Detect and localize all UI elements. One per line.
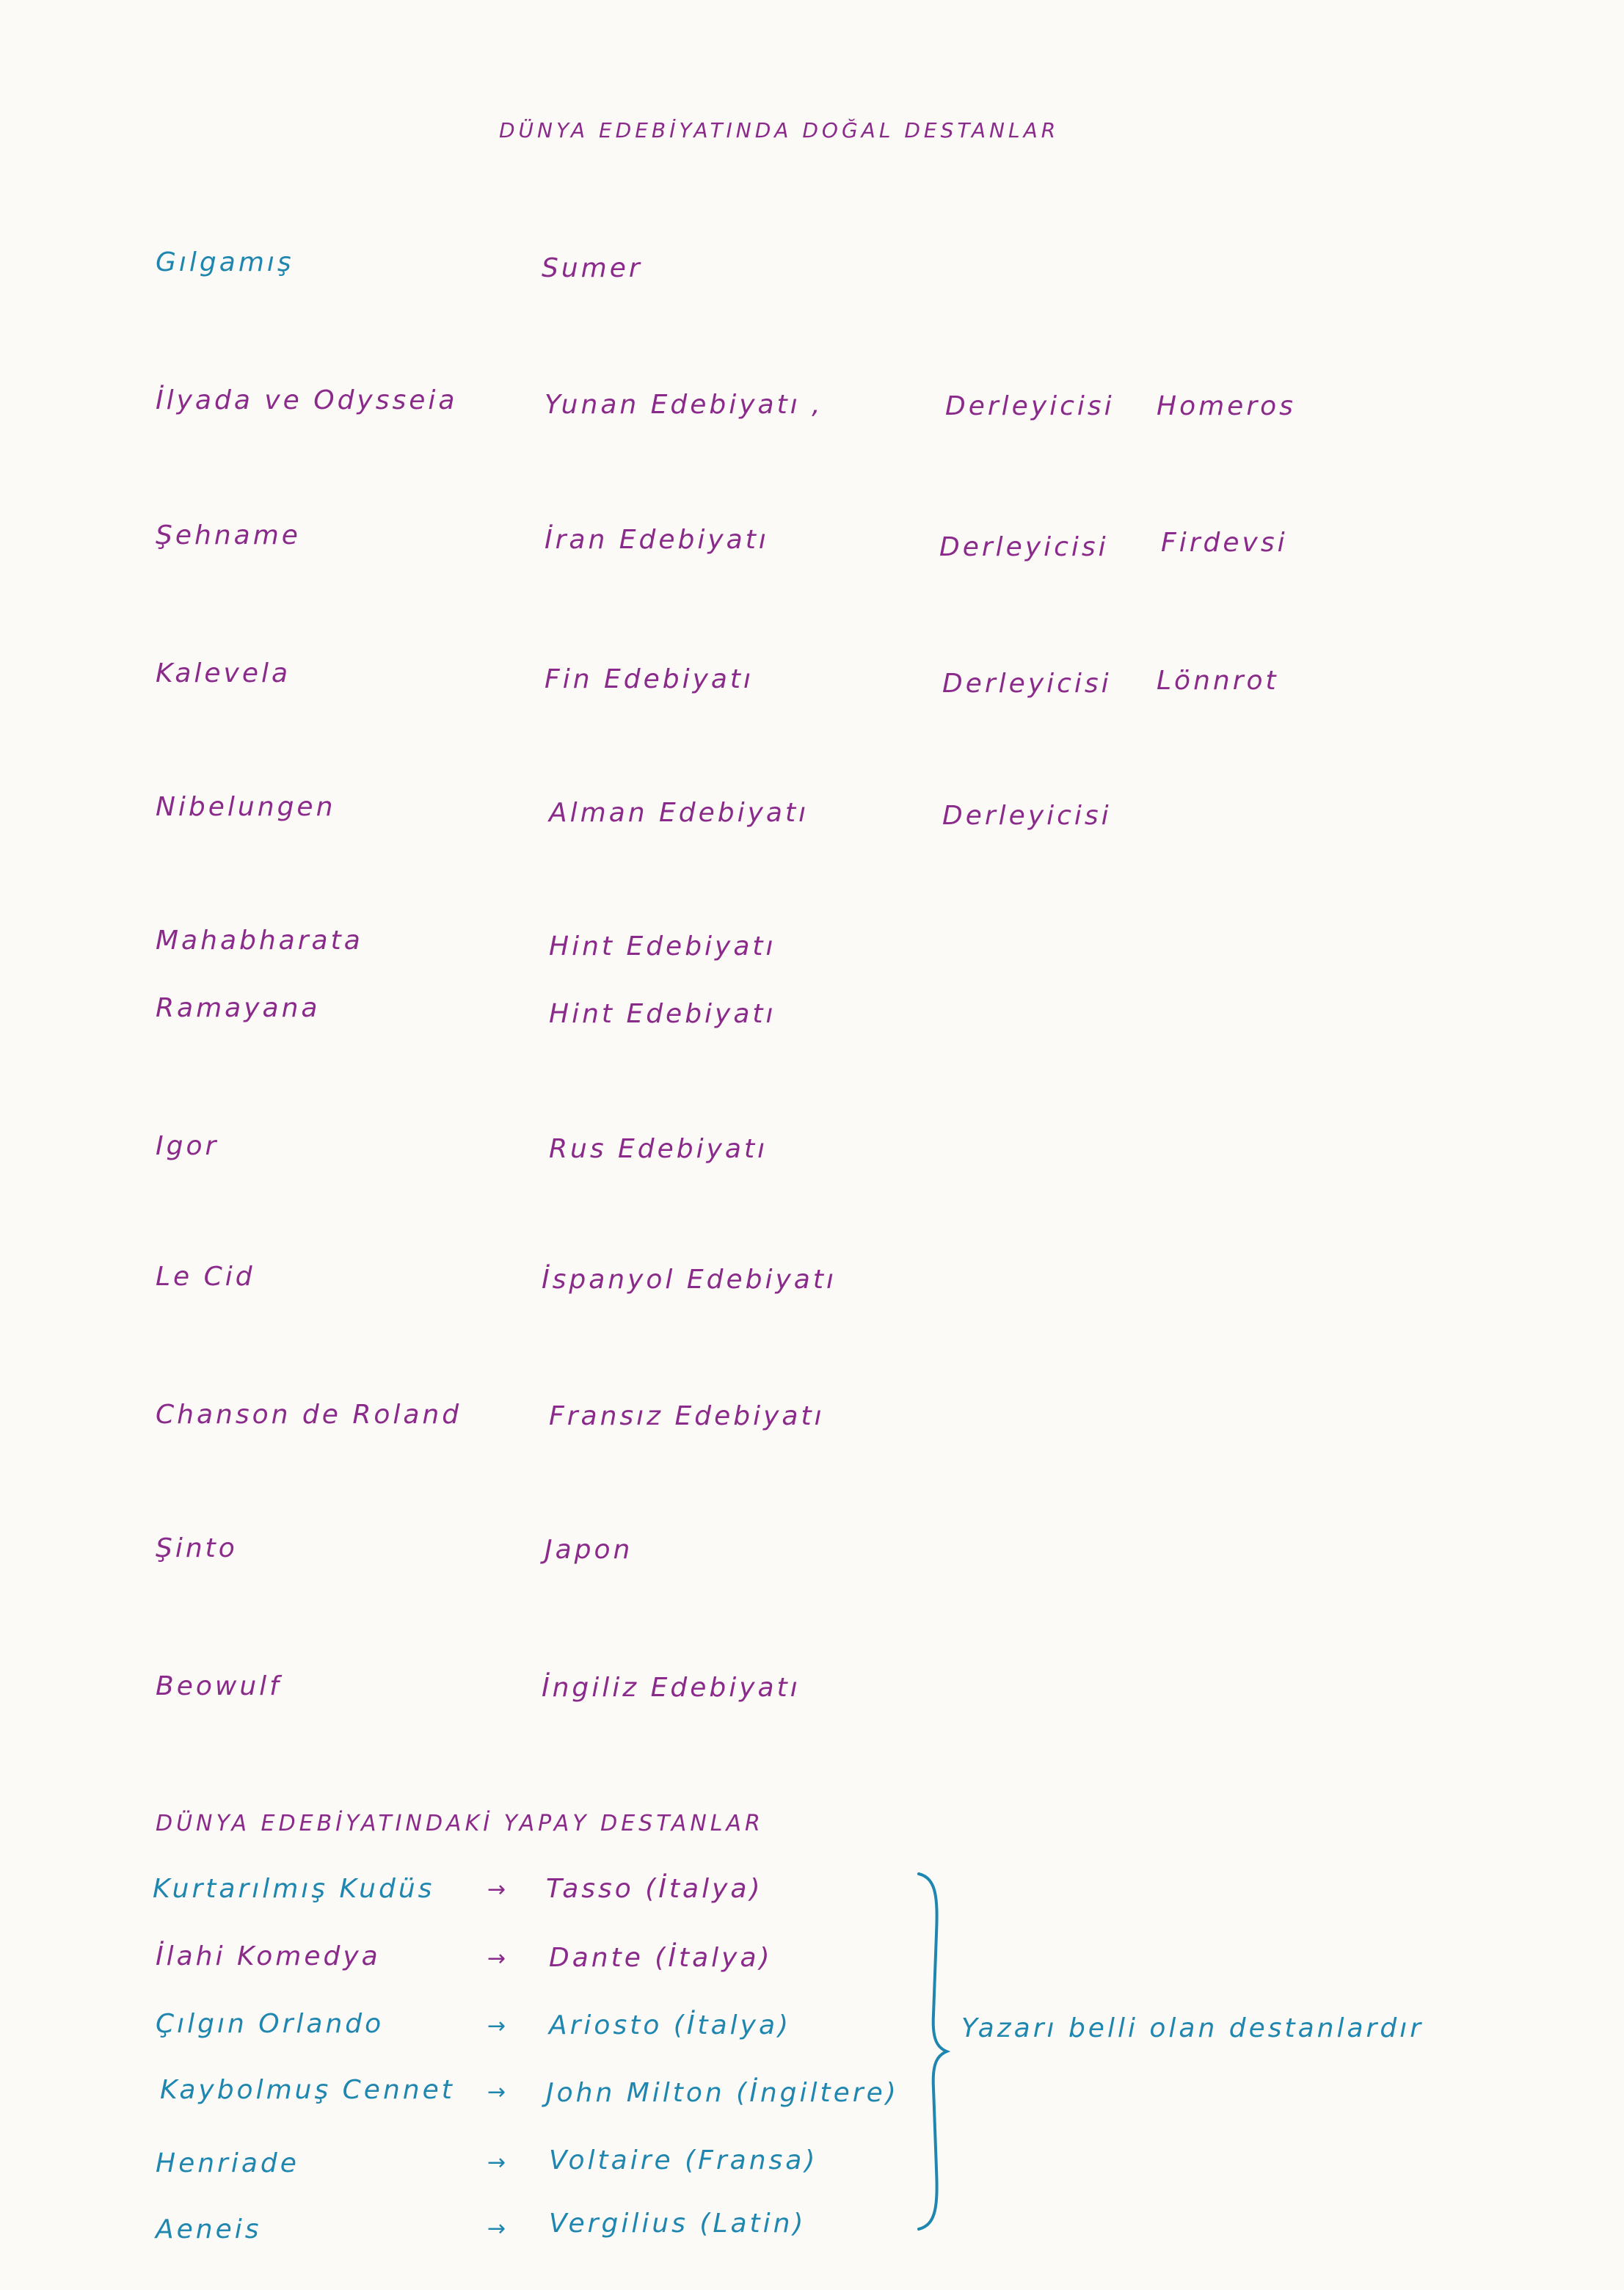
brace-note: Yazarı belli olan destanlardır [961,2013,1424,2043]
artificial-epic-name: Henriade [156,2148,299,2178]
arrow-icon: → [487,2216,506,2242]
epic-source: İspanyol Edebiyatı [542,1265,837,1295]
page-title: DÜNYA EDEBİYATINDA DOĞAL DESTANLAR [499,118,1060,142]
epic-source: Japon [545,1535,633,1565]
epic-compiler: Lönnrot [1157,666,1279,696]
epic-source: Hint Edebiyatı [549,999,776,1029]
artificial-epic-name: Kurtarılmış Kudüs [153,1874,435,1904]
epic-source: Hint Edebiyatı [549,931,776,962]
epic-name: Ramayana [156,993,321,1023]
arrow-icon: → [487,2013,506,2039]
artificial-epic-author: Vergilius (Latin) [549,2209,806,2239]
epic-name: Şehname [156,520,301,550]
epic-name: Şinto [156,1533,238,1563]
arrow-icon: → [487,2079,506,2105]
epic-compiler-label: Derleyicisi [942,801,1112,831]
epic-name: İlyada ve Odysseia [156,385,458,415]
epic-name: Le Cid [156,1262,255,1292]
epic-source: İran Edebiyatı [545,525,769,555]
epic-compiler-label: Derleyicisi [939,532,1109,562]
curly-brace-icon [909,1868,953,2235]
epic-source: Yunan Edebiyatı , [545,390,823,420]
arrow-icon: → [487,2150,506,2176]
epic-compiler: Firdevsi [1161,528,1288,558]
artificial-epic-name: İlahi Komedya [156,1941,381,1971]
epic-name: Chanson de Roland [156,1400,462,1430]
artificial-epic-name: Çılgın Orlando [156,2009,385,2039]
epic-name: Beowulf [156,1671,282,1701]
epic-source: Fransız Edebiyatı [549,1401,825,1431]
epic-source: Sumer [542,253,643,283]
section-title-artificial-epics: DÜNYA EDEBİYATINDAKİ YAPAY DESTANLAR [156,1811,764,1836]
epic-compiler: Homeros [1157,391,1296,421]
epic-source: Fin Edebiyatı [545,664,754,694]
epic-source: Rus Edebiyatı [549,1134,768,1164]
artificial-epic-author: Voltaire (Fransa) [549,2145,818,2176]
artificial-epic-name: Aeneis [156,2214,262,2244]
epic-compiler-label: Derleyicisi [942,669,1112,699]
artificial-epic-author: Ariosto (İtalya) [549,2010,792,2040]
epic-name: Gılgamış [156,247,294,277]
epic-name: Kalevela [156,658,291,688]
epic-source: İngiliz Edebiyatı [542,1673,801,1703]
arrow-icon: → [487,1946,506,1971]
artificial-epic-name: Kaybolmuş Cennet [160,2075,455,2105]
epic-name: Mahabharata [156,926,363,956]
epic-source: Alman Edebiyatı [549,798,809,828]
epic-name: Nibelungen [156,792,336,822]
artificial-epic-author: Dante (İtalya) [549,1943,773,1973]
artificial-epic-author: Tasso (İtalya) [546,1874,763,1904]
epic-name: Igor [156,1131,219,1161]
artificial-epic-author: John Milton (İngiltere) [546,2078,899,2108]
arrow-icon: → [487,1877,506,1902]
epic-compiler-label: Derleyicisi [945,391,1115,421]
